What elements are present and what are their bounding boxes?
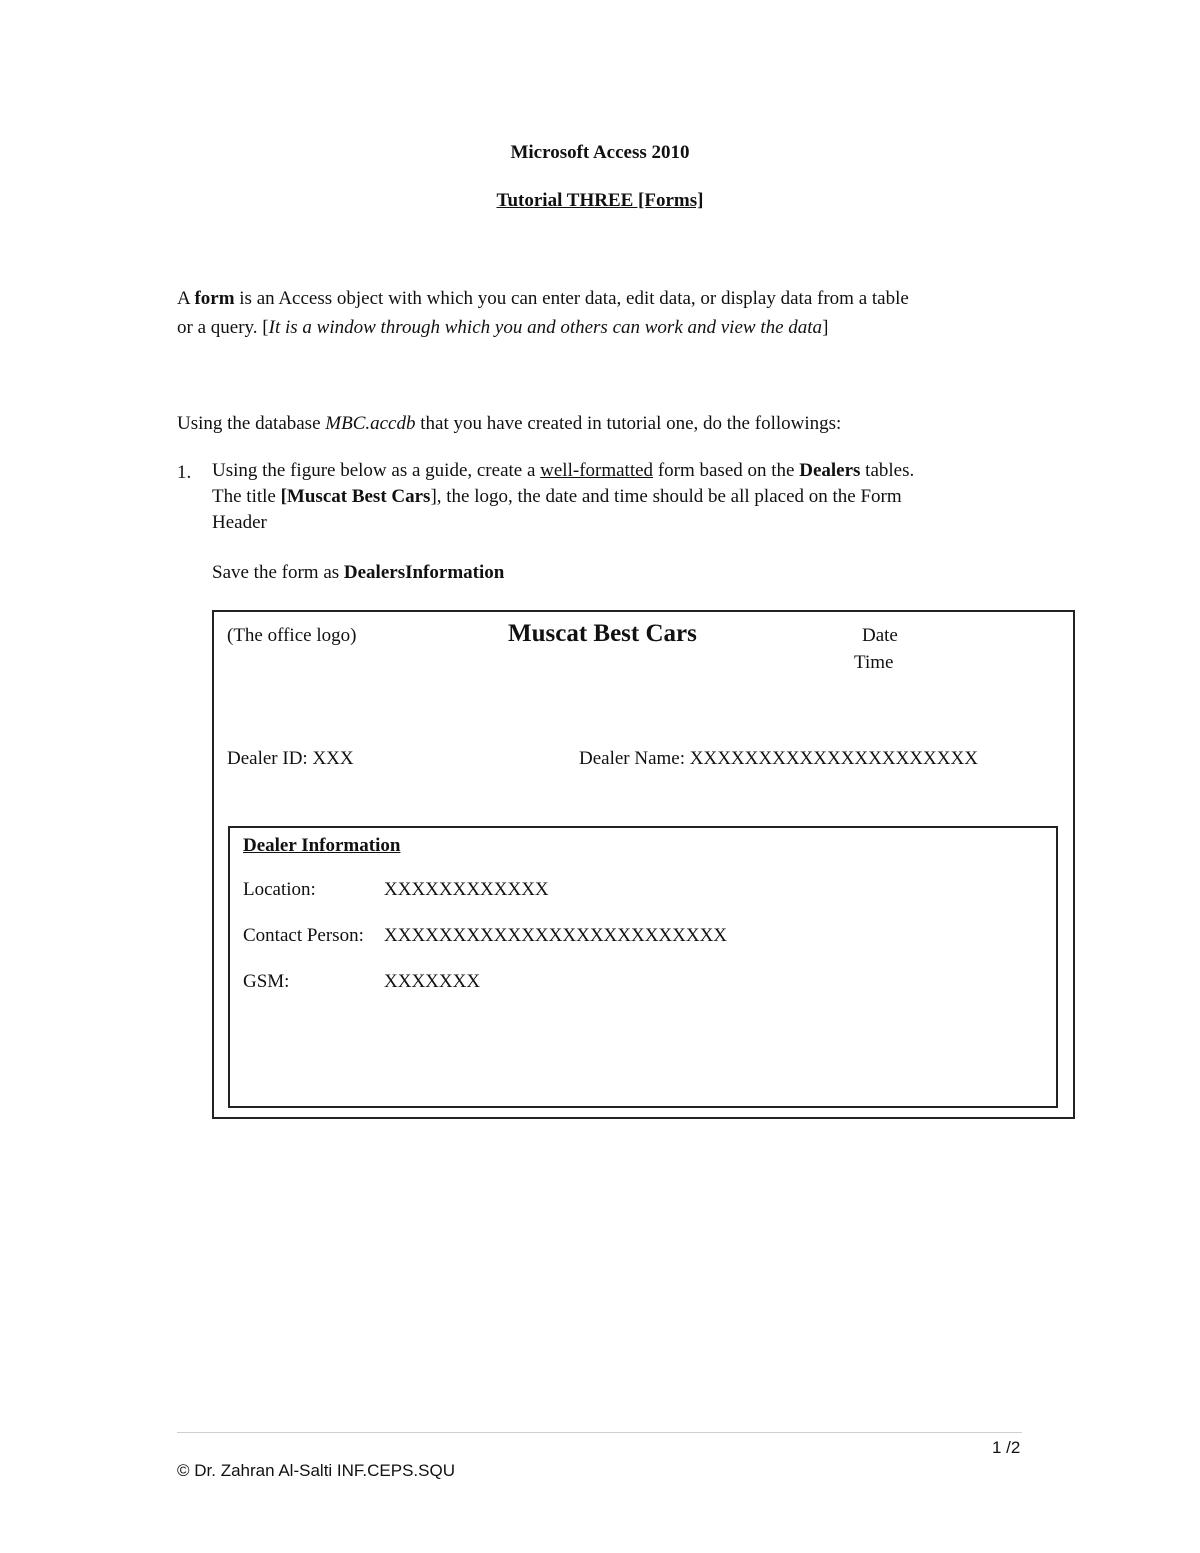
using-text-b: that you have created in tutorial one, do the followings: (415, 413, 842, 434)
footer-divider (177, 1432, 1022, 1433)
intro-text-c: or a query. [ (177, 317, 269, 338)
intro-term-form: form (194, 288, 235, 309)
section-title-text: Dealer Information (243, 835, 401, 856)
item-1-text-d: The title (212, 486, 281, 507)
footer-copyright: © Dr. Zahran Al-Salti INF.CEPS.SQU (177, 1461, 455, 1480)
section-title (243, 835, 400, 857)
field-value-gsm: XXXXXXX (384, 971, 481, 992)
item-1-text-a: Using the figure below as a guide, create a (212, 460, 541, 481)
field-value-contact-person: XXXXXXXXXXXXXXXXXXXXXXXXX (384, 925, 728, 946)
form-name: DealersInformation (343, 562, 505, 583)
field-label-location: Location: (243, 879, 316, 900)
page-number: 1 /2 (992, 1438, 1021, 1457)
save-instruction (212, 558, 1042, 587)
database-name: MBC.accdb (325, 413, 416, 434)
item-1-text-e: ], the logo, the date and time should be all placed on the Form (430, 486, 902, 507)
dealer-id-field: Dealer ID: XXX (227, 748, 354, 769)
item-1-text-c: tables. (860, 460, 915, 481)
field-value-location: XXXXXXXXXXXX (384, 879, 549, 900)
item-1-line-2 (212, 484, 1042, 510)
intro-text-d: ] (822, 317, 829, 338)
document-subtitle (0, 190, 1200, 212)
document-title: Microsoft Access 2010 (510, 142, 690, 163)
item-1-text (212, 458, 1042, 536)
subtitle-text: Tutorial THREE [Forms] (496, 190, 704, 211)
intro-text-b: is an Access object with which you can enter data, edit data, or display data from a table (234, 288, 909, 309)
form-title: Muscat Best Cars (508, 620, 697, 647)
dealer-name-field: Dealer Name: XXXXXXXXXXXXXXXXXXXXX (579, 748, 978, 769)
using-paragraph (177, 409, 1047, 438)
date-label: Date (862, 625, 898, 646)
item-1-title-name: [Muscat Best Cars (280, 486, 431, 507)
intro-italic-note: It is a window through which you and others can work and view the data (268, 317, 823, 338)
field-label-contact-person: Contact Person: (243, 925, 364, 946)
dealer-information-section (228, 826, 1058, 1108)
using-text-a: Using the database (177, 413, 326, 434)
item-1-underline: well-formatted (540, 460, 654, 481)
item-1-dealers: Dealers (799, 460, 861, 481)
time-label: Time (854, 652, 894, 673)
intro-text-a: A (177, 288, 195, 309)
intro-line-2 (177, 313, 1047, 342)
intro-paragraph (177, 284, 1047, 342)
intro-line-1 (177, 284, 1047, 313)
item-number: 1. (177, 462, 192, 483)
office-logo-placeholder: (The office logo) (227, 625, 357, 646)
field-label-gsm: GSM: (243, 971, 290, 992)
item-1-line-1 (212, 458, 1042, 484)
item-1-text-b: form based on the (653, 460, 800, 481)
item-1-line-3: Header (212, 512, 267, 533)
save-text: Save the form as (212, 562, 344, 583)
